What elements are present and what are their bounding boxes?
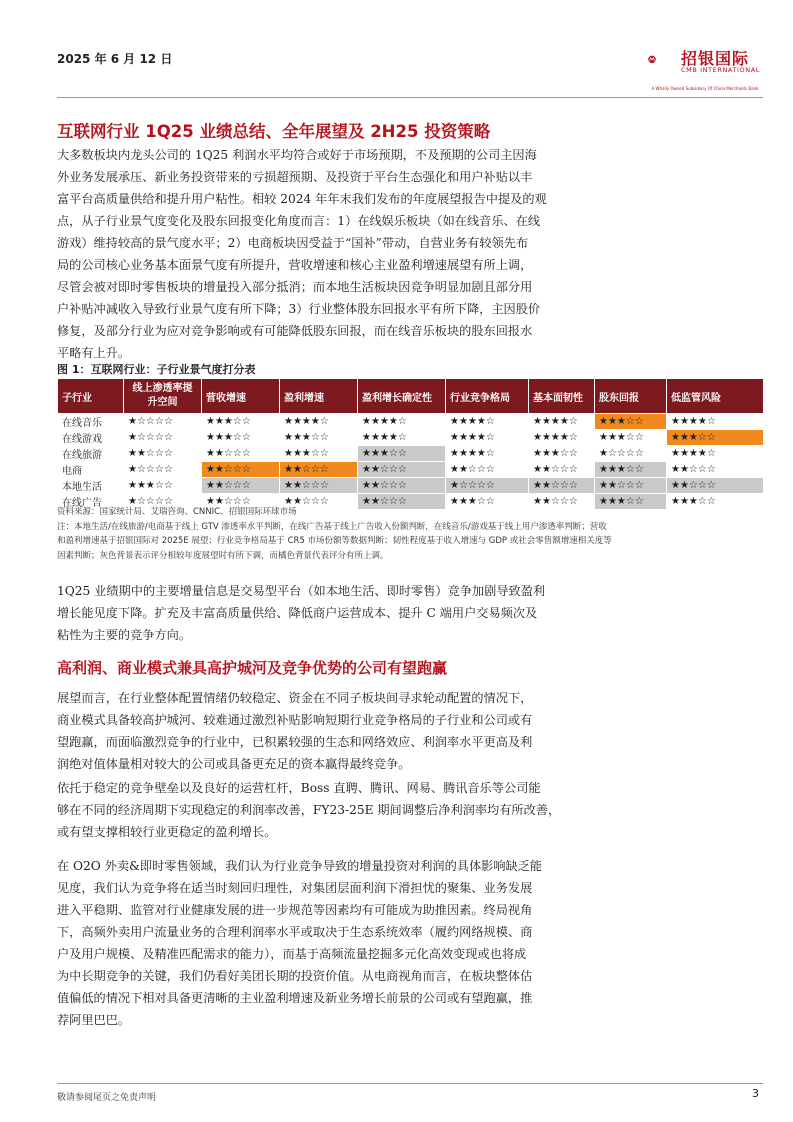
rating-cell: ★★☆☆☆ bbox=[446, 462, 529, 478]
rating-cell-upgraded: ★★★☆☆ bbox=[667, 430, 764, 446]
col-header: 营收增速 bbox=[202, 379, 280, 414]
text-line: 展望而言，在行业整体配置情绪仍较稳定、资金在不同子板块间寻求轮动配置的情况下， bbox=[57, 691, 533, 705]
o2o-paragraph bbox=[57, 855, 762, 1031]
col-header: 行业竞争格局 bbox=[446, 379, 529, 414]
rating-cell: ★★★★☆ bbox=[358, 414, 446, 430]
rating-cell-downgraded: ★★☆☆☆ bbox=[358, 494, 446, 510]
figure-note-line: 因素判断；灰色背景表示评分相较年度展望时有所下调，而橘色背景代表评分有所上调。 bbox=[57, 550, 389, 561]
rating-cell: ★★★☆☆ bbox=[280, 446, 358, 462]
rating-cell: ★☆☆☆☆ bbox=[124, 494, 202, 510]
rating-cell-downgraded: ★★☆☆☆ bbox=[358, 478, 446, 494]
logo-name: 招银国际 bbox=[681, 49, 750, 68]
rating-cell: ★★★☆☆ bbox=[202, 430, 280, 446]
rating-cell: ★☆☆☆☆ bbox=[124, 414, 202, 430]
rating-cell: ★★★★☆ bbox=[667, 414, 764, 430]
rating-cell: ★★★★☆ bbox=[667, 446, 764, 462]
text-line: 够在不同的经济周期下实现稳定的利润率改善，FY23-25E 期间调整后净利润率均有所改善， bbox=[57, 803, 561, 817]
rating-cell: ★☆☆☆☆ bbox=[124, 430, 202, 446]
text-line: 户补贴冲减收入导致行业景气度有所下降；3）行业整体股东回报水平有所下降，主因股价 bbox=[57, 302, 541, 316]
logo-tagline: A Wholly Owned Subsidiary Of China Merchants Bank bbox=[651, 86, 759, 91]
table-row bbox=[58, 430, 764, 446]
text-line: 下，高频外卖用户流量业务的合理利润率水平或取决于生态系统效率（履约网络规模、商 bbox=[57, 925, 533, 939]
col-header: 股东回报 bbox=[595, 379, 667, 414]
figure-note-line: 和盈利增速基于招银国际对 2025E 展望；行业竞争格局基于 CR5 市场份额等数据判断；韧性程度基于收入增速与 GDP 或社会零售额增速相关度等 bbox=[57, 536, 612, 546]
rating-cell: ★★★★☆ bbox=[446, 414, 529, 430]
rating-cell: ★★☆☆☆ bbox=[529, 462, 595, 478]
rating-cell: ★★★★☆ bbox=[280, 414, 358, 430]
margin-paragraph bbox=[57, 777, 762, 843]
text-line: 润绝对值体量相对较大的公司或具备更充足的资本赢得最终竞争。 bbox=[57, 757, 411, 771]
text-line: 外业务发展承压、新业务投资带来的亏损超预期、及投资于平台生态强化和用户补贴以丰 bbox=[57, 170, 533, 184]
text-line: 游戏）维持较高的景气度水平；2）电商板块因受益于“国补”带动，自营业务有较领先布 bbox=[57, 236, 529, 250]
rating-cell: ★★☆☆☆ bbox=[280, 494, 358, 510]
rating-cell-downgraded: ★★☆☆☆ bbox=[595, 478, 667, 494]
rating-cell: ★★☆☆☆ bbox=[667, 462, 764, 478]
text-line: 富平台高质量供给和提升用户粘性。相较 2024 年年末我们发布的年度展望报告中提及的观 bbox=[57, 192, 547, 206]
rating-cell-downgraded: ★★☆☆☆ bbox=[358, 462, 446, 478]
section-title: 高利润、商业模式兼具高护城河及竞争优势的公司有望跑赢 bbox=[57, 659, 448, 677]
rating-cell: ★★★☆☆ bbox=[280, 430, 358, 446]
rating-cell: ★★★★☆ bbox=[446, 446, 529, 462]
rating-cell: ★★★☆☆ bbox=[202, 414, 280, 430]
col-header: 线上渗透率提升空间 bbox=[124, 379, 202, 414]
table-row bbox=[58, 478, 764, 494]
rating-cell: ★★☆☆☆ bbox=[529, 494, 595, 510]
figure-note-line: 注：本地生活/在线旅游/电商基于线上 GTV 渗透率水平判断，在线广告基于线上广告收入份额判断，在线音乐/游戏基于线上用户渗透率判断；营收 bbox=[57, 521, 607, 532]
figure-source: 资料来源：国家统计局、艾瑞咨询、CNNIC、招银国际环球市场 bbox=[57, 507, 297, 517]
text-line: 修复，及部分行业为应对竞争影响或有可能降低股东回报，而在线音乐板块的股东回报水 bbox=[57, 324, 533, 338]
footer-divider bbox=[57, 1083, 763, 1084]
col-header: 盈利增速 bbox=[280, 379, 358, 414]
page-title: 互联网行业 1Q25 业绩总结、全年展望及 2H25 投资策略 bbox=[57, 122, 491, 141]
rating-cell-downgraded: ★★☆☆☆ bbox=[202, 478, 280, 494]
rating-table bbox=[57, 378, 764, 510]
text-line: 尽管会被对即时零售板块的增量投入部分抵消；而本地生活板块因竞争明显加剧且部分用 bbox=[57, 280, 533, 294]
row-label: 电商 bbox=[58, 462, 124, 478]
rating-cell: ★★★☆☆ bbox=[595, 430, 667, 446]
rating-cell: ★☆☆☆☆ bbox=[124, 462, 202, 478]
rating-cell-downgraded: ★★☆☆☆ bbox=[529, 478, 595, 494]
col-header: 低监管风险 bbox=[667, 379, 764, 414]
col-header: 基本面韧性 bbox=[529, 379, 595, 414]
rating-cell: ★★★★☆ bbox=[529, 414, 595, 430]
rating-cell: ★★★☆☆ bbox=[529, 446, 595, 462]
rating-cell-upgraded: ★★★☆☆ bbox=[595, 414, 667, 430]
col-header: 子行业 bbox=[58, 379, 124, 414]
footer-disclaimer: 敬请参阅尾页之免责声明 bbox=[57, 1093, 157, 1103]
figure-notes bbox=[57, 505, 763, 563]
table-row bbox=[58, 446, 764, 462]
rating-cell-downgraded: ★★★☆☆ bbox=[358, 446, 446, 462]
rating-cell: ★★★★☆ bbox=[529, 430, 595, 446]
text-line: 商业模式具备较高护城河、较难通过激烈补贴影响短期行业竞争格局的子行业和公司或有 bbox=[57, 713, 533, 727]
rating-cell-downgraded: ★☆☆☆☆ bbox=[446, 478, 529, 494]
rating-cell: ★★★☆☆ bbox=[446, 494, 529, 510]
text-line: 值偏低的情况下相对具备更清晰的主业盈利增速及新业务增长前景的公司或有望跑赢，推 bbox=[57, 991, 533, 1005]
table-row bbox=[58, 462, 764, 478]
rating-cell-downgraded: ★★☆☆☆ bbox=[280, 478, 358, 494]
text-line: 粘性为主要的竞争方向。 bbox=[57, 628, 192, 642]
rating-cell-downgraded: ★★★☆☆ bbox=[595, 462, 667, 478]
text-line: 户及用户规模、及精准匹配需求的能力），而基于高频流量挖掘多元化高效变现或也将成 bbox=[57, 947, 527, 961]
table-header-row bbox=[58, 379, 764, 414]
text-line: 为中长期竞争的关键，我们仍看好美团长期的投资价值。从电商视角而言，在板块整体估 bbox=[57, 969, 533, 983]
text-line: 局的公司核心业务基本面景气度有所提升，营收增速和核心主业盈利增速展望有所上调， bbox=[57, 258, 533, 272]
row-label: 在线广告 bbox=[58, 494, 124, 510]
text-line: 1Q25 业绩期中的主要增量信息是交易型平台（如本地生活、即时零售）竞争加剧导致盈利 bbox=[57, 584, 546, 598]
rating-cell: ★★☆☆☆ bbox=[124, 446, 202, 462]
text-line: 点，从子行业景气度变化及股东回报变化角度而言：1）在线娱乐板块（如在线音乐、在线 bbox=[57, 214, 541, 228]
logo-subtitle: CMB INTERNATIONAL bbox=[681, 66, 760, 74]
text-line: 望跑赢，而面临激烈竞争的行业中，已积累较强的生态和网络效应、利润率水平更高及利 bbox=[57, 735, 533, 749]
text-line: 进入平稳期、监管对行业健康发展的进一步规范等因素均有可能成为助推因素。终局视角 bbox=[57, 903, 533, 917]
text-line: 荐阿里巴巴。 bbox=[57, 1013, 131, 1027]
row-label: 在线游戏 bbox=[58, 430, 124, 446]
row-label: 在线音乐 bbox=[58, 414, 124, 430]
rating-cell-upgraded: ★★☆☆☆ bbox=[280, 462, 358, 478]
header-divider bbox=[57, 97, 763, 98]
cmb-logo-icon bbox=[648, 44, 678, 78]
row-label: 在线旅游 bbox=[58, 446, 124, 462]
rating-cell-upgraded: ★★☆☆☆ bbox=[202, 462, 280, 478]
rating-cell: ★★★★☆ bbox=[446, 430, 529, 446]
rating-cell-downgraded: ★★☆☆☆ bbox=[667, 478, 764, 494]
rating-cell: ★★☆☆☆ bbox=[202, 446, 280, 462]
intro-paragraph bbox=[57, 144, 762, 364]
rating-cell: ★★★★☆ bbox=[358, 430, 446, 446]
summary-paragraph bbox=[57, 580, 762, 646]
page-number: 3 bbox=[752, 1087, 759, 1100]
rating-cell-downgraded: ★★★☆☆ bbox=[595, 494, 667, 510]
rating-cell: ★☆☆☆☆ bbox=[595, 446, 667, 462]
text-line: 增长能见度下降。扩充及丰富高质量供给、降低商户运营成本、提升 C 端用户交易频次及 bbox=[57, 606, 538, 620]
col-header: 盈利增长确定性 bbox=[358, 379, 446, 414]
report-date: 2025 年 6 月 12 日 bbox=[57, 52, 173, 66]
row-label: 本地生活 bbox=[58, 478, 124, 494]
text-line: 大多数板块内龙头公司的 1Q25 利润水平均符合或好于市场预期，不及预期的公司主因海 bbox=[57, 148, 537, 162]
text-line: 见度，我们认为竞争将在适当时刻回归理性，对集团层面利润下滑担忧的聚集、业务发展 bbox=[57, 881, 533, 895]
rating-cell: ★★★☆☆ bbox=[667, 494, 764, 510]
rating-cell: ★★☆☆☆ bbox=[202, 494, 280, 510]
text-line: 在 O2O 外卖&即时零售领域，我们认为行业竞争导致的增量投资对利润的具体影响缺乏能 bbox=[57, 859, 543, 873]
figure-title: 图 1：互联网行业：子行业景气度打分表 bbox=[57, 363, 256, 376]
text-line: 依托于稳定的竞争壁垒以及良好的运营杠杆，Boss 直聘、腾讯、网易、腾讯音乐等公司能 bbox=[57, 781, 541, 795]
text-line: 或有望支撑相较行业更稳定的盈利增长。 bbox=[57, 825, 277, 839]
text-line: 平略有上升。 bbox=[57, 346, 131, 360]
table-row bbox=[58, 414, 764, 430]
outlook-paragraph bbox=[57, 687, 762, 775]
rating-cell: ★★★☆☆ bbox=[124, 478, 202, 494]
